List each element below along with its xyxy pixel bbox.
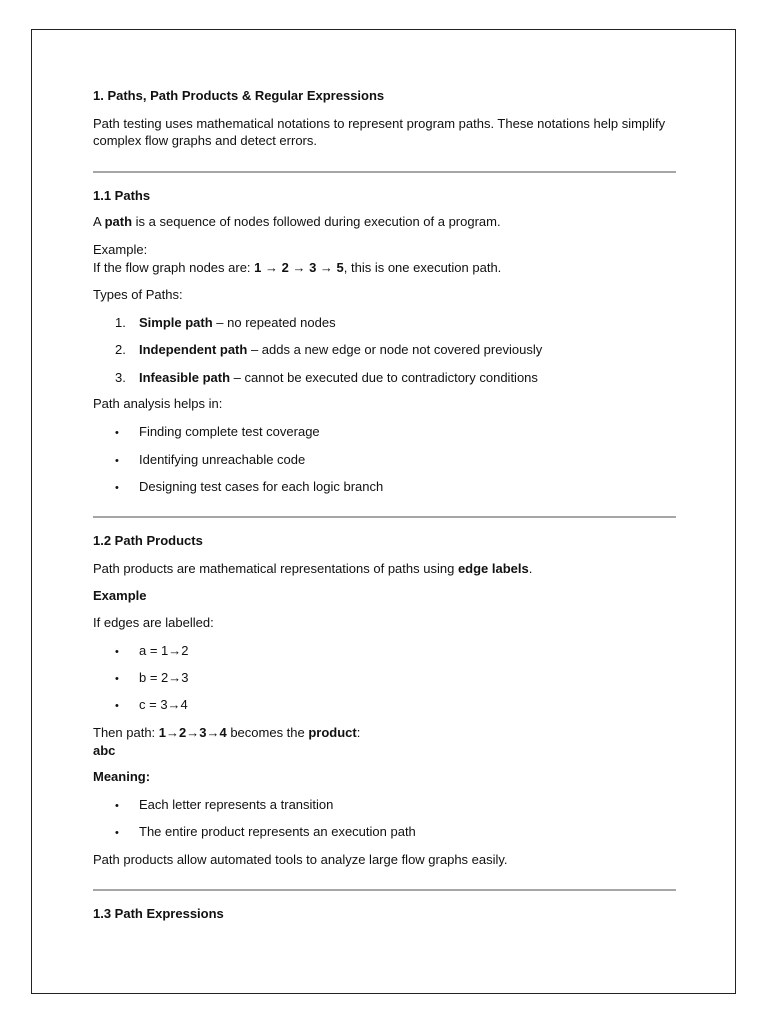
divider: [93, 516, 676, 518]
intro-line-2: complex flow graphs and detect errors.: [93, 133, 317, 148]
meaning-label: Meaning:: [93, 769, 151, 784]
list-item: 2. Independent path – adds a new edge or node not covered previously: [115, 342, 543, 357]
example-text: If the flow graph nodes are: 1 → 2 → 3 → 5, this is one execution path.: [93, 260, 502, 275]
paths-heading: 1.1 Paths: [93, 188, 151, 203]
analysis-label: Path analysis helps in:: [93, 396, 223, 411]
list-item: • Each letter represents a transition: [115, 797, 334, 812]
bullet-icon: •: [115, 427, 119, 439]
products-closing: Path products allow automated tools to analyze large flow graphs easily.: [93, 852, 508, 867]
product-result: abc: [93, 743, 116, 758]
list-item: • Designing test cases for each logic branch: [115, 479, 384, 494]
example-label: Example:: [93, 242, 148, 257]
path-definition: A path is a sequence of nodes followed during execution of a program.: [93, 214, 501, 229]
bullet-icon: •: [115, 673, 119, 685]
products-example-label: Example: [93, 588, 147, 603]
list-item: • Identifying unreachable code: [115, 452, 306, 467]
document-page: [31, 29, 736, 994]
bullet-icon: •: [115, 827, 119, 839]
products-heading: 1.2 Path Products: [93, 533, 203, 548]
divider: [93, 171, 676, 173]
list-item: • Finding complete test coverage: [115, 424, 320, 439]
types-label: Types of Paths:: [93, 287, 183, 302]
expressions-heading: 1.3 Path Expressions: [93, 906, 224, 921]
bullet-icon: •: [115, 646, 119, 658]
then-path-text: Then path: 1→2→3→4 becomes the product:: [93, 725, 361, 740]
products-definition: Path products are mathematical representations of paths using edge labels.: [93, 561, 533, 576]
divider: [93, 889, 676, 891]
list-item: 3. Infeasible path – cannot be executed due to contradictory conditions: [115, 370, 538, 385]
list-item: • The entire product represents an execution path: [115, 824, 416, 839]
list-item: • b = 2→3: [115, 670, 189, 685]
section-title: 1. Paths, Path Products & Regular Expressions: [93, 88, 385, 103]
bullet-icon: •: [115, 455, 119, 467]
edges-label: If edges are labelled:: [93, 615, 214, 630]
bullet-icon: •: [115, 800, 119, 812]
bullet-icon: •: [115, 700, 119, 712]
list-item: 1. Simple path – no repeated nodes: [115, 315, 336, 330]
list-item: • a = 1→2: [115, 643, 189, 658]
bullet-icon: •: [115, 482, 119, 494]
intro-line-1: Path testing uses mathematical notations to represent program paths. These notations help simplify: [93, 116, 666, 131]
list-item: • c = 3→4: [115, 697, 188, 712]
